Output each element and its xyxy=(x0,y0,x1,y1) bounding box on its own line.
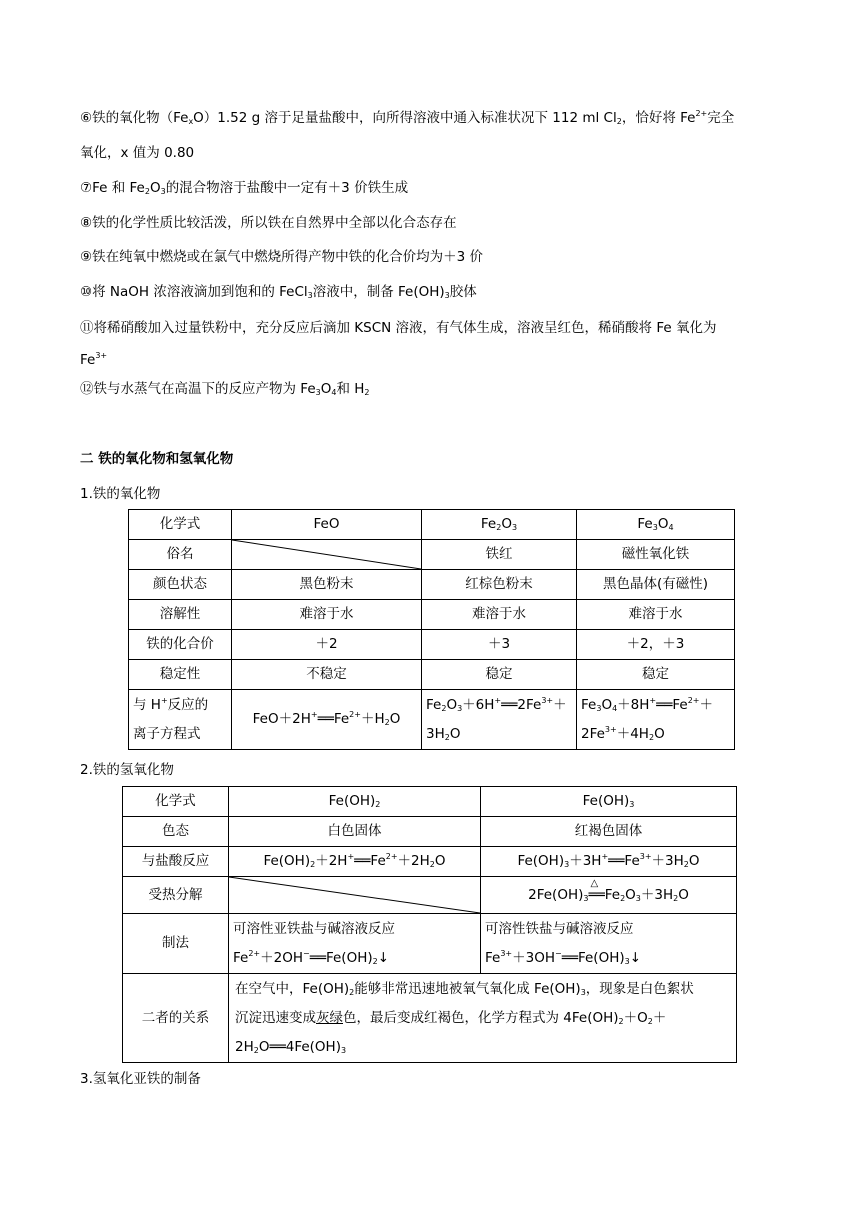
stab-fe3o4: 稳定 xyxy=(577,660,735,690)
ion-fe2o3: $Fe_2O_3+6H^+══2Fe^{3+}+$ $3H_2O$ xyxy=(422,690,577,750)
relation-text: 在空气中，$Fe(OH)_2$能够非常迅速地被氧气氧化成 $Fe(OH)_3$，现象是白色絮状 沉淀迅速变成灰绿色，最后变成红褐色，化学方程式为 $4Fe(OH)_2+O_2+$ $2H_2O══4Fe(OH)_3$ xyxy=(229,974,737,1063)
color-fe3o4: 黑色晶体(有磁性) xyxy=(577,570,735,600)
oxides-row-stability: 稳定性 xyxy=(129,660,232,690)
subsection-3-title: 3.氢氧化亚铁的制备 xyxy=(80,1071,201,1087)
val-fe2o3: ＋3 xyxy=(422,630,577,660)
stab-fe2o3: 稳定 xyxy=(422,660,577,690)
diagonal-cell xyxy=(232,540,422,570)
name-fe3o4: 磁性氧化铁 xyxy=(577,540,735,570)
oxides-header-label: 化学式 xyxy=(129,510,232,540)
hyd-color-1: 白色固体 xyxy=(229,817,481,847)
hcl-feoh3: $Fe(OH)_3+3H^+══Fe^{3+}+3H_2O$ xyxy=(481,847,737,877)
heat-triangle-icon: △ xyxy=(590,877,599,889)
hyd-header-feoh2: $Fe(OH)_2$ xyxy=(229,787,481,817)
hcl-feoh2: $Fe(OH)_2+2H^+══Fe^{2+}+2H_2O$ xyxy=(229,847,481,877)
oxides-row-ionic: 与 H+反应的 离子方程式 xyxy=(129,690,232,750)
ion-fe3o4: $Fe_3O_4+8H^+══Fe^{2+}+$ $2Fe^{3+}+4H_2O$ xyxy=(577,690,735,750)
item-7: ⑦Fe 和 $Fe_2O_3$的混合物溶于盐酸中一定有＋3 价铁生成 xyxy=(80,180,409,196)
stab-feo: 不稳定 xyxy=(232,660,422,690)
prep-feoh3: 可溶性铁盐与碱溶液反应 $Fe^{3+}+3OH^-══Fe(OH)_3↓$ xyxy=(481,914,737,974)
item-11-line1: ⑪将稀硝酸加入过量铁粉中，充分反应后滴加 KSCN 溶液，有气体生成，溶液呈红色，稀硝酸将 Fe 氧化为 xyxy=(80,320,717,336)
item-9: ⑨铁在纯氧中燃烧或在氯气中燃烧所得产物中铁的化合价均为＋3 价 xyxy=(80,249,483,265)
prep-feoh2: 可溶性亚铁盐与碱溶液反应 $Fe^{2+}+2OH^-══Fe(OH)_2↓$ xyxy=(229,914,481,974)
color-feo: 黑色粉末 xyxy=(232,570,422,600)
oxides-row-valence: 铁的化合价 xyxy=(129,630,232,660)
item-11-line2: $Fe^{3+}$ xyxy=(80,351,108,368)
name-fe2o3: 铁红 xyxy=(422,540,577,570)
sol-fe2o3: 难溶于水 xyxy=(422,600,577,630)
section-2-title: 二 铁的氧化物和氢氧化物 xyxy=(80,451,234,467)
ion-feo: $FeO+2H^+══Fe^{2+}+H_2O$ xyxy=(232,690,422,750)
val-fe3o4: ＋2，＋3 xyxy=(577,630,735,660)
heat-feoh3: $2Fe(OH)_3$ △ $══Fe_2O_3+3H_2O$ xyxy=(481,877,737,914)
hyd-row-prep: 制法 xyxy=(123,914,229,974)
oxides-header-fe2o3: $Fe_2O_3$ xyxy=(422,510,577,540)
oxides-header-fe3o4: $Fe_3O_4$ xyxy=(577,510,735,540)
hyd-row-relation: 二者的关系 xyxy=(123,974,229,1063)
hyd-header-feoh3: $Fe(OH)_3$ xyxy=(481,787,737,817)
val-feo: ＋2 xyxy=(232,630,422,660)
hydroxides-table xyxy=(122,786,737,1063)
item-8: ⑧铁的化学性质比较活泼，所以铁在自然界中全部以化合态存在 xyxy=(80,215,457,231)
item-10: ⑩将 NaOH 浓溶液滴加到饱和的 FeCl$_3$溶液中，制备 $Fe(OH)_3$胶体 xyxy=(80,284,477,300)
hyd-row-hcl: 与盐酸反应 xyxy=(123,847,229,877)
oxides-table xyxy=(128,509,735,750)
hyd-row-heat: 受热分解 xyxy=(123,877,229,914)
oxides-header-feo: FeO xyxy=(232,510,422,540)
diagonal-cell xyxy=(229,877,481,914)
item-6-line2: 氧化，x 值为 0.80 xyxy=(80,145,195,161)
color-fe2o3: 红棕色粉末 xyxy=(422,570,577,600)
oxides-row-name: 俗名 xyxy=(129,540,232,570)
oxides-row-solubility: 溶解性 xyxy=(129,600,232,630)
subsection-1-title: 1.铁的氧化物 xyxy=(80,486,161,502)
hyd-color-2: 红褐色固体 xyxy=(481,817,737,847)
sol-feo: 难溶于水 xyxy=(232,600,422,630)
subsection-2-title: 2.铁的氢氧化物 xyxy=(80,762,174,778)
item-6-line1: ⑥铁的氧化物$(Fe_xO)1.52$ g 溶于足量盐酸中，向所得溶液中通入标准状况下 112 ml $Cl_2$，恰好将 $Fe^{2+}$完全 xyxy=(80,109,735,126)
item-12: ⑫铁与水蒸气在高温下的反应产物为 $Fe_3O_4$和 $H_2$ xyxy=(80,381,370,397)
sol-fe3o4: 难溶于水 xyxy=(577,600,735,630)
hyd-row-color: 色态 xyxy=(123,817,229,847)
hyd-header-label: 化学式 xyxy=(123,787,229,817)
oxides-row-color: 颜色状态 xyxy=(129,570,232,600)
